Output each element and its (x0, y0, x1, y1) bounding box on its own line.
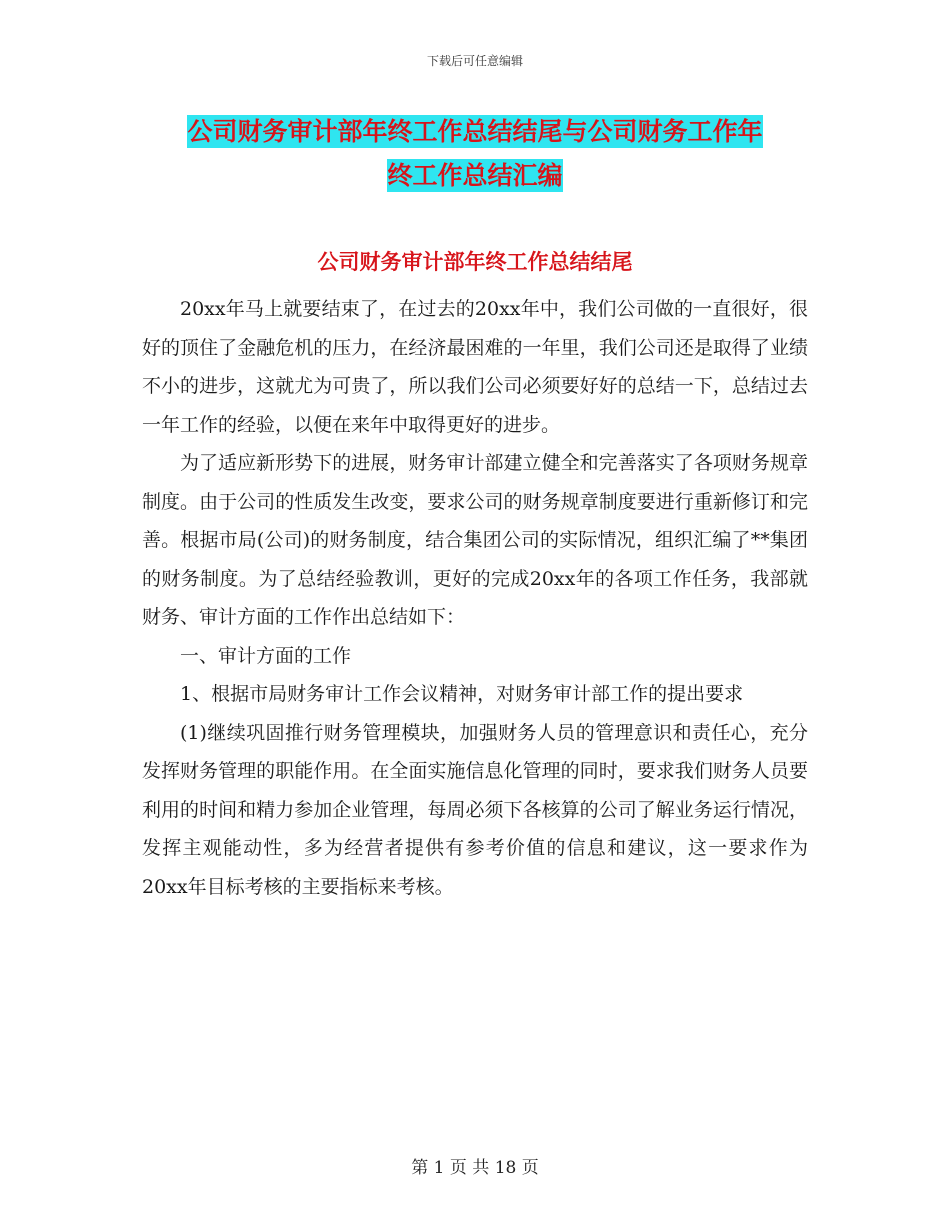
paragraph-item-1: (1)继续巩固推行财务管理模块，加强财务人员的管理意识和责任心，充分发挥财务管理的职能作用。在全面实施信息化管理的同时，要求我们财务人员要利用的时间和精力参加企业管理，每周必须下各核算的公司了解业务运行情况，发挥主观能动性，多为经营者提供有参考价值的信息和建议，这一要求作为20xx年目标考核的主要指标来考核。 (142, 721, 808, 898)
paragraph-regulations: 为了适应新形势下的进展，财务审计部建立健全和完善落实了各项财务规章制度。由于公司的性质发生改变，要求公司的财务规章制度要进行重新修订和完善。根据市局(公司)的财务制度，结合集团公司的实际情况，组织汇编了**集团的财务制度。为了总结经验教训，更好的完成20xx年的各项工作任务，我部就财务、审计方面的工作作出总结如下： (142, 452, 808, 628)
document-title-line-2: 终工作总结汇编 (387, 161, 563, 190)
header-note: 下载后可任意编辑 (426, 54, 523, 68)
document-title (140, 110, 810, 198)
paragraph-intro: 20xx年马上就要结束了，在过去的20xx年中，我们公司做的一直很好，很好的顶住了金融危机的压力，在经济最困难的一年里，我们公司还是取得了业绩不小的进步，这就尤为可贵了，所以我们公司必须要好好的总结一下，总结过去一年工作的经验，以便在来年中取得更好的进步。 (142, 298, 808, 436)
page-footer: 第 1 页 共 18 页 (411, 1158, 539, 1178)
body-text (142, 290, 808, 906)
section-title: 公司财务审计部年终工作总结结尾 (317, 250, 633, 274)
subheading-requirements: 1、根据市局财务审计工作会议精神，对财务审计部工作的提出要求 (180, 683, 744, 705)
document-title-line-1: 公司财务审计部年终工作总结结尾与公司财务工作年 (187, 117, 763, 146)
heading-audit-work: 一、审计方面的工作 (180, 644, 352, 667)
